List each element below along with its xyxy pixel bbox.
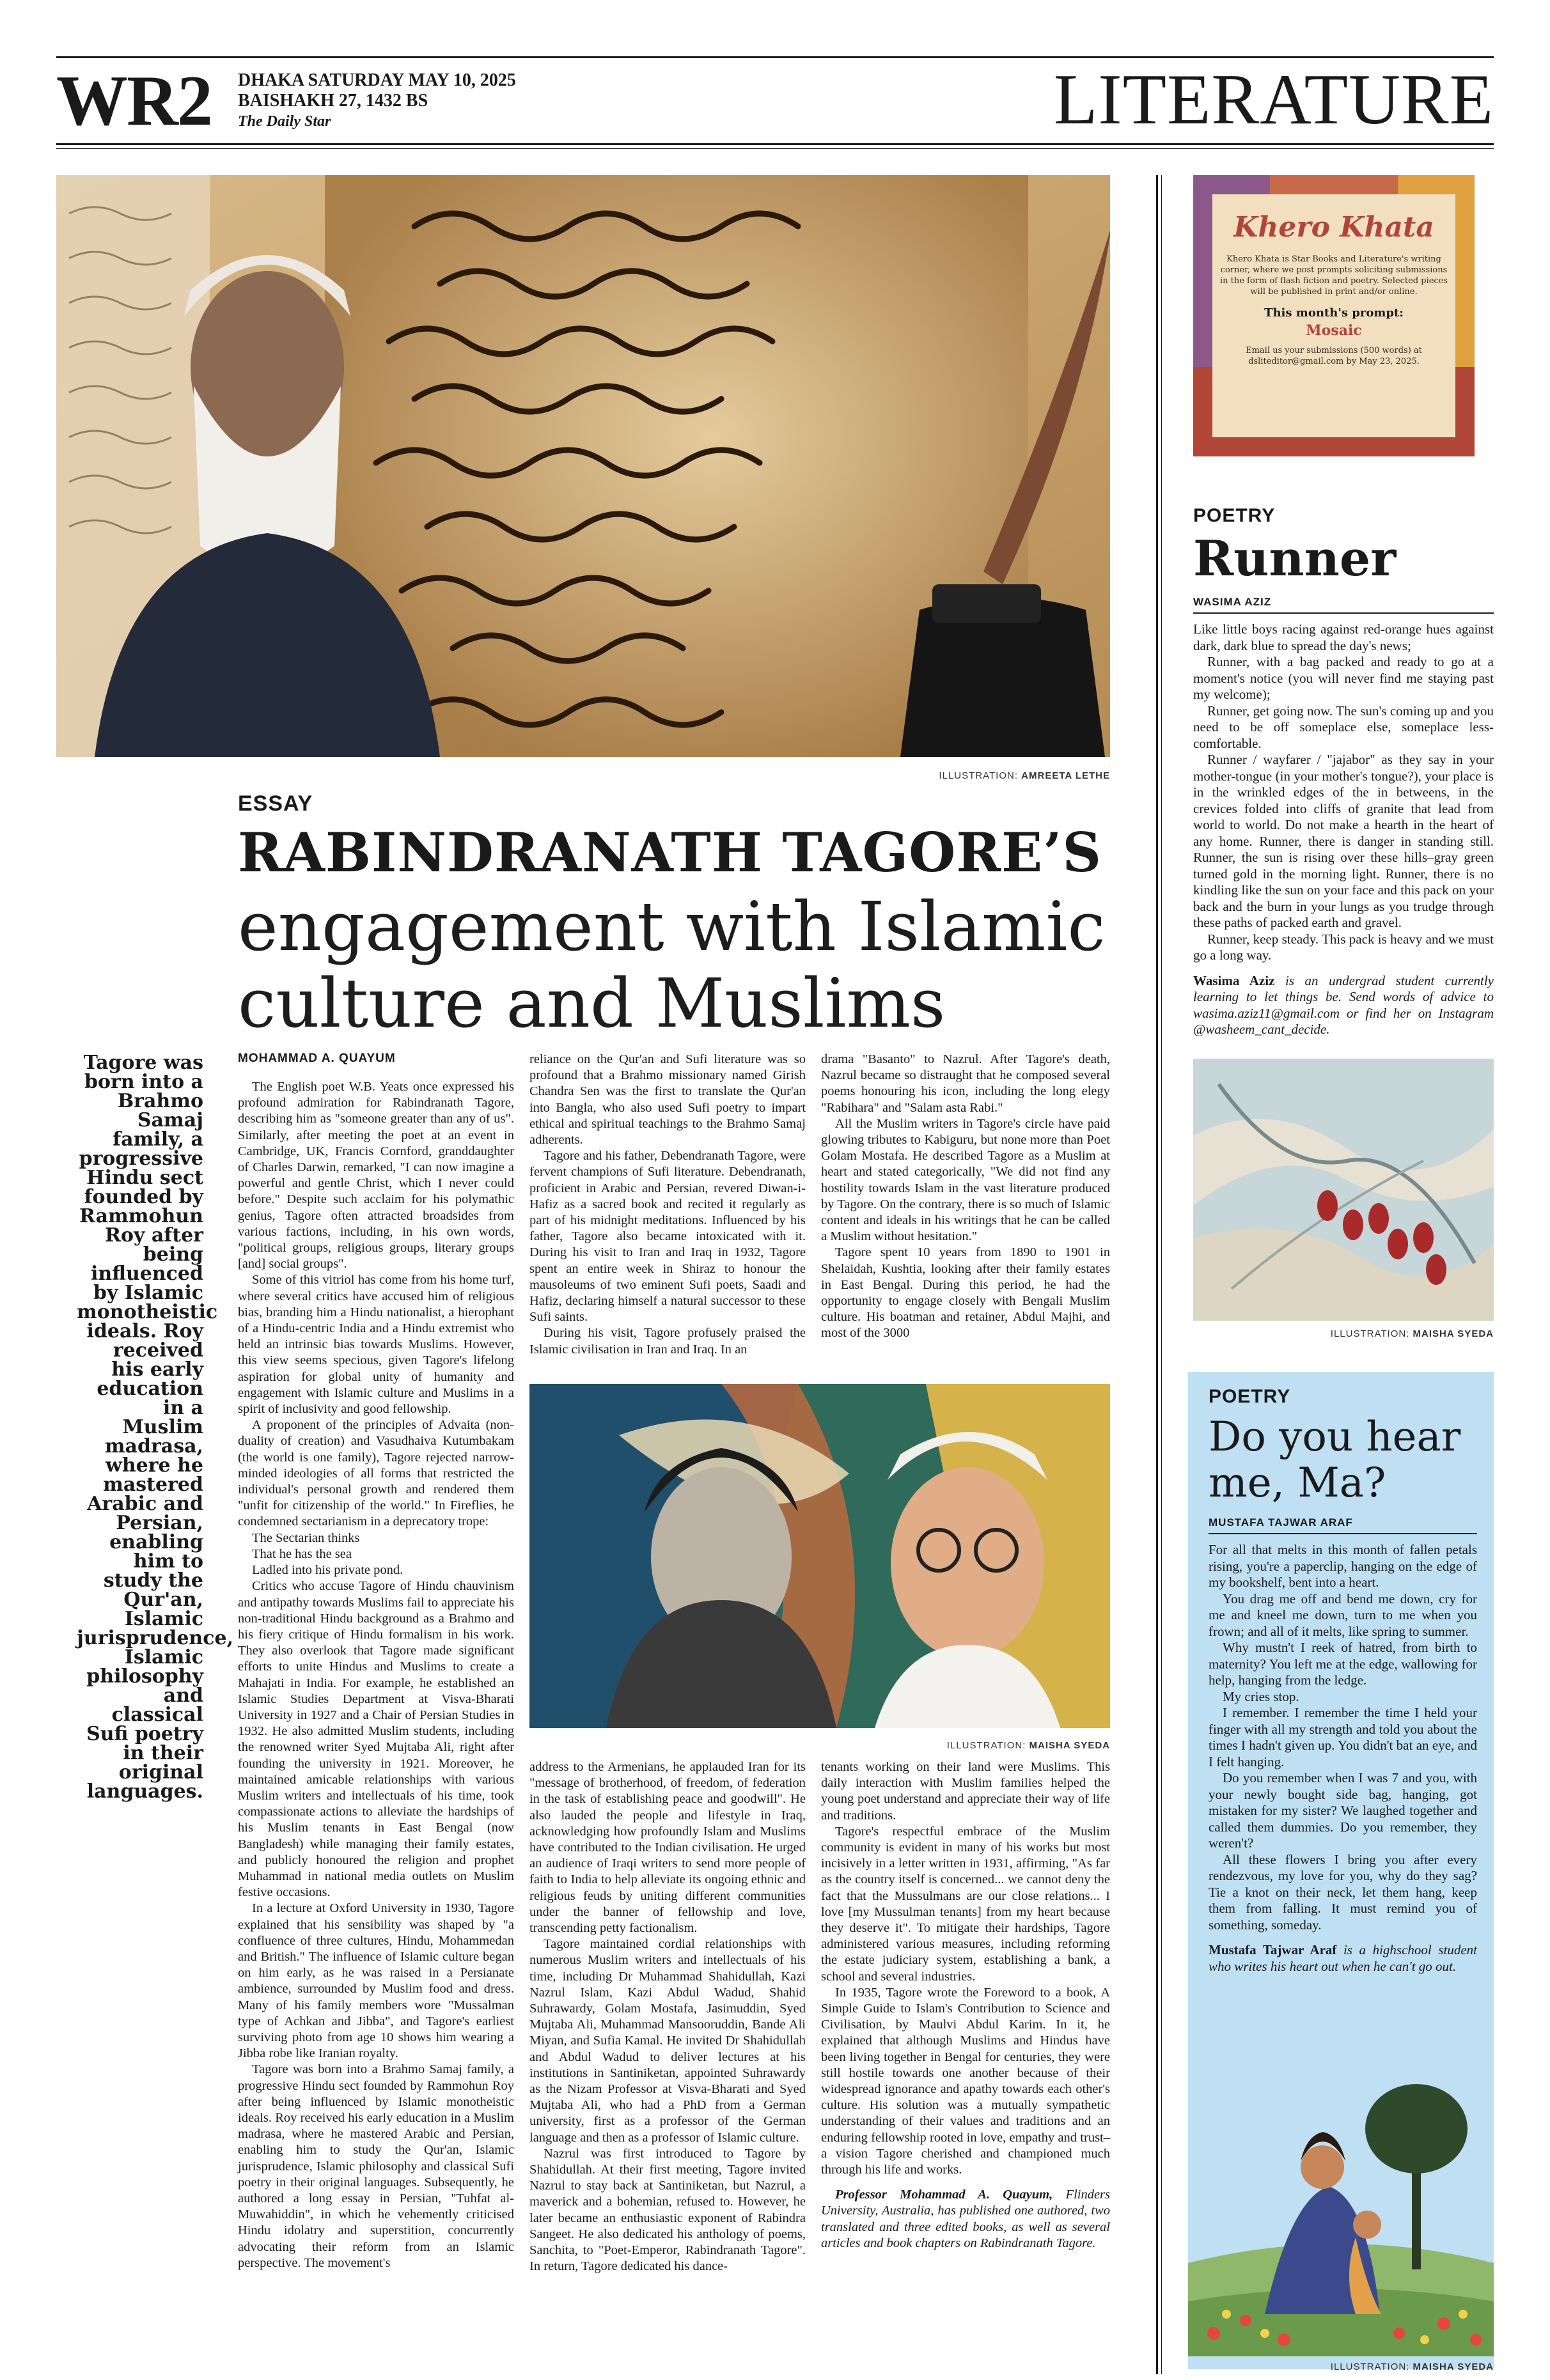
- poem2-byline: MUSTAFA TAJWAR ARAF: [1209, 1516, 1353, 1528]
- masthead-top-rule: [56, 56, 1494, 58]
- column-divider: [1156, 175, 1158, 2374]
- paragraph: In a lecture at Oxford University in 1930, Tagore explained that his sensibility was shaped by "a confluence of three cultures, Hindu, Mohammedan and British." The influence of Islamic culture began on him early, as he was raised in a Persianate ambience, surrounded by Muslim food and dress. Many of his family members wore "Mussalman type of Achkan and Jibba", and Tagore's earliest surviving photo from age 10 shows him wearing a Jibba robe like Iranian royalty.: [238, 1901, 514, 2061]
- column-divider-thin: [1161, 175, 1162, 2374]
- paragraph: reliance on the Qur'an and Sufi literature was so profound that a Brahmo missionary named Girish Chandra Sen was the first to translate the Qur'an into Bangla, who also used Sufi poetry to impart ethical and spiritual teachings to the Brahmo Samaj adherents.: [529, 1052, 806, 1147]
- poem2-stanza: Why mustn't I reek of hatred, from birth to maternity? You left me at the edge, wallowing for help, hanging from the ledge.: [1209, 1640, 1477, 1688]
- poem1-stanza: Runner / wayfarer / "jajabor" as they say in your mother-tongue (in your mother's tongue?), your place is in the wrinkled edges of the in betweens, in the crevices folded into cliffs of granite that lead from world to world. Do not make a hearth in the heart of any home. Runner, there is danger in standing still. Runner, the sun is rising over these hills–gray green turned gold in the morning light. Runner, there is no kindling like the sun on your face and this pack on your back and the burn in your lungs as you trudge through these paths of packed earth and gravel.: [1193, 752, 1494, 930]
- poem1-bio-name: Wasima Aziz: [1193, 972, 1275, 988]
- poem2-bio-name: Mustafa Tajwar Araf: [1209, 1942, 1337, 1957]
- page-number: WR2: [56, 61, 212, 141]
- khero-khata-email: Email us your submissions (500 words) at dsliteditor@gmail.com by May 23, 2025.: [1246, 346, 1422, 366]
- paragraph: Tagore maintained cordial relationships with numerous Muslim writers and intellectuals of his time, including Dr Muhammad Shahidullah, Kazi Nazrul Islam, Kazi Abdul Wadud, Shahid Suhrawardy, Golam Mostafa, Jasimuddin, Syed Mujtaba Ali, Muhammad Mansooruddin, Bande Ali Miyan, and Sufia Kamal. He invited Dr Shahidullah and Abdul Wadud to deliver lectures at his institutions in Santiniketan, appointed Suhrawardy as the Nizam Professor at Visva-Bharati and Syed Mujtaba Ali, who had a PhD from a German university, first as a professor of the German language and then as a professor of Islamic culture.: [529, 1937, 806, 2145]
- paragraph: Some of this vitriol has come from his home turf, where several critics have accused him of religious bias, branding him a Hindu nationalist, a hierophant of a Hindu-centric India and a Hindu extremist who held an intrinsic bias towards Muslims. However, this view seems specious, given Tagore's lifelong aspiration for global unity of humanity and engagement with Islamic culture and Muslims in a spirit of inclusivity and good fellowship.: [238, 1273, 514, 1417]
- poem2-stanza: I remember. I remember the time I held your finger with all my strength and told you about the times I hadn't given up. You didn't bat an eye, and I felt hanging.: [1209, 1705, 1477, 1769]
- poem2-illustration-credit: ILLUSTRATION: MAISHA SYEDA: [1330, 2361, 1494, 2372]
- paragraph: Tagore spent 10 years from 1890 to 1901 in Shelaidah, Kushtia, looking after their family estates in East Bengal. During this period, he had the opportunity to engage closely with Bengali Muslim culture. His boatman and retainer, Abdul Majhi, and most of the 3000: [821, 1245, 1110, 1341]
- poem2-kicker: POETRY: [1209, 1386, 1291, 1407]
- essay-headline-sub-1: engagement with Islamic: [238, 887, 1106, 966]
- essay-headline-sub-2: culture and Muslims: [238, 964, 946, 1043]
- paragraph: Nazrul was first introduced to Tagore by Shahidullah. At their first meeting, Tagore invited Nazrul to stay back at Santiniketan, but Nazrul, a maverick and a bohemian, refused to. However, he later became an enthusiastic exponent of Rabindra Sangeet. He also dedicated his anthology of poems, Sanchita, to "Poet-Emperor, Rabindranath Tagore". In return, Tagore dedicated his dance-: [529, 2146, 806, 2274]
- essay-headline-main: RABINDRANATH TAGORE’S: [238, 821, 1102, 884]
- map-illustration: [1193, 1059, 1494, 1321]
- poem1-byline: WASIMA AZIZ: [1193, 596, 1272, 608]
- poem2-bio: [1209, 1942, 1477, 1975]
- verse-line: The Sectarian thinks: [252, 1530, 360, 1545]
- poem2-title: [1209, 1414, 1460, 1506]
- masthead-bottom-rule-thin: [56, 148, 1494, 149]
- poem2-stanza: Do you remember when I was 7 and you, with your newly bought side bag, hanging, got mistaken for my sister? We laughed together and called them dummies. Do you remember, they weren't?: [1209, 1770, 1477, 1851]
- verse-line: That he has the sea: [252, 1546, 352, 1561]
- poem2-rule: [1209, 1533, 1477, 1534]
- essay-column-3-bottom: [821, 1759, 1110, 2252]
- bengali-date: BAISHAKH 27, 1432 BS: [238, 91, 428, 111]
- poem2-stanza: You drag me off and bend me down, cry for me and kneel me down, turn to me when you frown; and all of it melts, like spring to summer.: [1209, 1591, 1477, 1639]
- essay-byline: MOHAMMAD A. QUAYUM: [238, 1052, 396, 1065]
- paper-name: The Daily Star: [238, 113, 331, 130]
- poem1-stanza: Like little boys racing against red-orange hues against dark, dark blue to spread the day's news;: [1193, 621, 1494, 653]
- poem1-title: Runner: [1193, 530, 1397, 587]
- paragraph: drama "Basanto" to Nazrul. After Tagore's death, Nazrul became so distraught that he composed several poems honouring his icon, including the long elegy "Rabihara" and "Salam asta Rabi.": [821, 1052, 1110, 1115]
- verse-line: Ladled into his private pond.: [252, 1563, 403, 1578]
- poem2-stanza: My cries stop.: [1223, 1688, 1299, 1704]
- poem1-stanza: Runner, keep steady. This pack is heavy and we must go a long way.: [1193, 931, 1494, 963]
- essay-column-3-top: [821, 1052, 1110, 1342]
- map-illustration-credit: ILLUSTRATION: MAISHA SYEDA: [1330, 1328, 1494, 1339]
- poem1-body: [1193, 621, 1494, 1038]
- tagore-illustration: [56, 175, 1110, 757]
- poem1-stanza: Runner, get going now. The sun's coming up and you need to be off someplace else, someplace less- comfortable.: [1193, 703, 1494, 751]
- ink-pot: [900, 584, 1105, 757]
- poem2-title-line: me, Ma?: [1209, 1459, 1386, 1507]
- poem2-bio-text: is a highschool student who writes his heart out when he can't go out.: [1209, 1942, 1477, 1974]
- nazrul-illustration-art: [529, 1384, 1110, 1728]
- poem1-bio-text: is an undergrad student currently learning to let things be. Send words of advice to wasima.aziz11@gmail.com or find her on Instagram @washeem_cant_decide.: [1193, 972, 1494, 1037]
- khero-khata-prompt: Mosaic: [1306, 322, 1362, 339]
- author-bio: [821, 2187, 1110, 2252]
- essay-column-1: [238, 1079, 514, 2271]
- paragraph: Tagore's respectful embrace of the Muslim community is evident in many of his works but most incisively in a letter written in 1931, affirming, "As far as the country itself is concerned... we cannot deny the fact that the Mussulmans are our close relations... I love [my Mussulman tenants] from my heart because they deserve it". To mitigate their hardships, Tagore administered various measures, including reforming the estate judiciary system, establishing a bank, a school and several industries.: [821, 1824, 1110, 1984]
- pull-quote: Tagore was born into a Brahmo Samaj family, a progressive Hindu sect founded by Rammohun Roy after being influenced by Islamic monotheistic ideals. Roy received his early education in a Muslim madrasa, where he mastered Arabic and Persian, enabling him to study the Qur'an, Islamic jurisprudence, Islamic philosophy and classical Sufi poetry in their original languages.: [77, 1052, 234, 1803]
- paragraph: Tagore was born into a Brahmo Samaj family, a progressive Hindu sect founded by Rammohun Roy after being influenced by Islamic monotheistic ideals. Roy received his early education in a Muslim madrasa, where he mastered Arabic and Persian, enabling him to study the Qur'an, Islamic jurisprudence, Islamic philosophy and classical Sufi poetry in their original languages. Subsequently, he authored a long essay in Persian, "Tuhfat al-Muwahiddin", in which he vehemently criticised Hindu idolatry and superstition, concurrently advocating their reform from an Islamic perspective. The movement's: [238, 2062, 514, 2270]
- main-illustration-credit: ILLUSTRATION: AMREETA LETHE: [939, 770, 1110, 781]
- essay-kicker: ESSAY: [238, 791, 313, 816]
- essay-column-2-top: [529, 1052, 806, 1358]
- author-bio-name: Professor Mohammad A. Quayum,: [835, 2188, 1053, 2202]
- khero-khata-desc: Khero Khata is Star Books and Literature's writing corner, where we post prompts soliciting submissions in the form of flash fiction and poetry. Selected pieces will be published in print and/or online.: [1219, 254, 1448, 297]
- section-title: LITERATURE: [1053, 60, 1494, 139]
- poem1-kicker: POETRY: [1193, 505, 1276, 526]
- paragraph: Tagore and his father, Debendranath Tagore, were fervent champions of Sufi literature. Debendranath, proficient in Arabic and Persian, revered Diwan-i-Hafiz as a sacred book and recited it regularly as part of his midnight meditations. Influenced by his father, Tagore also became intoxicated with it. During his visit to Iran and Iraq in 1932, Tagore spent an entire week in Shiraz to honour the mausoleums of two eminent Sufi poets, Saadi and Hafiz, declaring himself a natural successor to these Sufi saints.: [529, 1149, 806, 1325]
- mother-child-illustration: [1188, 2033, 1494, 2356]
- khero-khata-box: [1193, 175, 1475, 456]
- essay-column-2-bottom: [529, 1759, 806, 2275]
- author-bio-text: Flinders University, Australia, has published one authored, two translated and three edited books, as well as several articles and book chapters on Rabindranath Tagore.: [821, 2188, 1111, 2250]
- masthead-date: [238, 70, 516, 132]
- mother-child-art: [1188, 2033, 1494, 2356]
- poem1-stanza: Runner, with a bag packed and ready to go at a moment's notice (you will never find me staying past my welcome);: [1193, 654, 1494, 702]
- paragraph: A proponent of the principles of Advaita (non-duality of creation) and Vasudhaiva Kutumbakam (the world is one family), Tagore rejected narrow-minded ideologies of all forms that restricted the individual's personal growth and rendered them "unfit for citizenship of the world." In Fireflies, he condemned sectarianism in a deprecatory trope:: [238, 1418, 514, 1529]
- paragraph: address to the Armenians, he applauded Iran for its "message of brotherhood, of freedom, of federation in the task of establishing peace and goodwill". He also lauded the people and lifestyle in Iraq, acknowledging how profoundly Islam and Muslims have contributed to the Indian civilisation. He urged an audience of Iraqi writers to send more people of faith to India to help alleviate its ongoing ethnic and religious feuds by uniting different communities under the banner of fellowship and love, transcending petty factionalism.: [529, 1760, 806, 1936]
- date-line: DHAKA SATURDAY MAY 10, 2025: [238, 70, 516, 90]
- poem2-title-line: Do you hear: [1209, 1413, 1461, 1461]
- poem2-body: [1209, 1542, 1477, 1975]
- tagore-illustration-art: [56, 175, 1110, 757]
- paragraph: tenants working on their land were Muslims. This daily interaction with Muslim families helped the young poet understand and appreciate their way of life and traditions.: [821, 1760, 1110, 1823]
- poem1-bio: [1193, 973, 1494, 1038]
- khero-khata-prompt-label: This month's prompt:: [1264, 306, 1404, 320]
- paragraph: The English poet W.B. Yeats once expressed his profound admiration for Rabindranath Tagore, describing him as "someone greater than any of us". Similarly, after meeting the poet at an event in Cambridge, UK, Francis Cornford, granddaughter of Charles Darwin, remarked, "I can now imagine a powerful and gentle Christ, which I never could before." Despite such acclaim for his polymathic genius, Tagore often attracted broadsides from various factions, including, in his own words, "political groups, religious groups, literary groups [and] social groups".: [238, 1080, 514, 1272]
- nazrul-tagore-illustration: [529, 1384, 1110, 1728]
- poem1-rule: [1193, 612, 1494, 614]
- paragraph: During his visit, Tagore profusely praised the Islamic civilisation in Iran and Iraq. In an: [529, 1326, 806, 1357]
- masthead-bottom-rule: [56, 143, 1494, 145]
- map-illustration-art: [1193, 1059, 1494, 1321]
- paragraph: All the Muslim writers in Tagore's circle have paid glowing tributes to Kabiguru, but none more than Poet Golam Mostafa. He described Tagore as a Muslim at heart and stated categorically, "We did not find any hostility towards Islam in the vast literature produced by Tagore. On the contrary, there is so much of Islamic content and ideals in his writings that he can be called a Muslim without hesitation.": [821, 1116, 1110, 1244]
- paragraph: In 1935, Tagore wrote the Foreword to a book, A Simple Guide to Islam's Contribution to Science and Civilisation, by Maulvi Abdul Karim. In it, he explained that although Muslims and Hindus have been living together in Bengal for centuries, they were still hostile towards one another because of their widespread ignorance and apathy towards each other's culture. His solution was a mutually sympathetic understanding of their values and traditions and an enduring fellowship rooted in love, empathy and trust–a vision Tagore cherished and championed much through his life and works.: [821, 1985, 1110, 2177]
- mid-illustration-credit: ILLUSTRATION: MAISHA SYEDA: [946, 1740, 1110, 1751]
- paragraph: Critics who accuse Tagore of Hindu chauvinism and antipathy towards Muslims fail to appreciate his non-traditional Hindu background as a Brahmo and his fiery critique of Hindu formalism in his work. They also overlook that Tagore made significant efforts to unite Hindus and Muslims to create a Mahajati in India. For example, he established an Islamic Studies Department at Visva-Bharati University in 1927 and a Chair of Persian Studies in 1932. He also admitted Muslim students, including the renowned writer Syed Mujtaba Ali, right after founding the university in 1921. Moreover, he maintained amicable relationships with various Muslim writers and intellectuals of his time, took compassionate actions to alleviate the hardships of his Muslim tenants in East Bengal (now Bangladesh) while managing their family estates, and publicly honoured the religion and prophet Muhammad in national media outlets on Muslim festive occasions.: [238, 1579, 514, 1900]
- poem2-stanza: For all that melts in this month of fallen petals rising, you're a paperclip, hanging on the edge of my bookshelf, bent into a heart.: [1209, 1542, 1477, 1590]
- poem2-stanza: All these flowers I bring you after every rendezvous, my love for you, why do they sag? Tie a knot on their neck, let them hang, keep them from falling. It must remind you of something, someday.: [1209, 1851, 1477, 1933]
- khero-khata-title: Khero Khata: [1233, 211, 1434, 244]
